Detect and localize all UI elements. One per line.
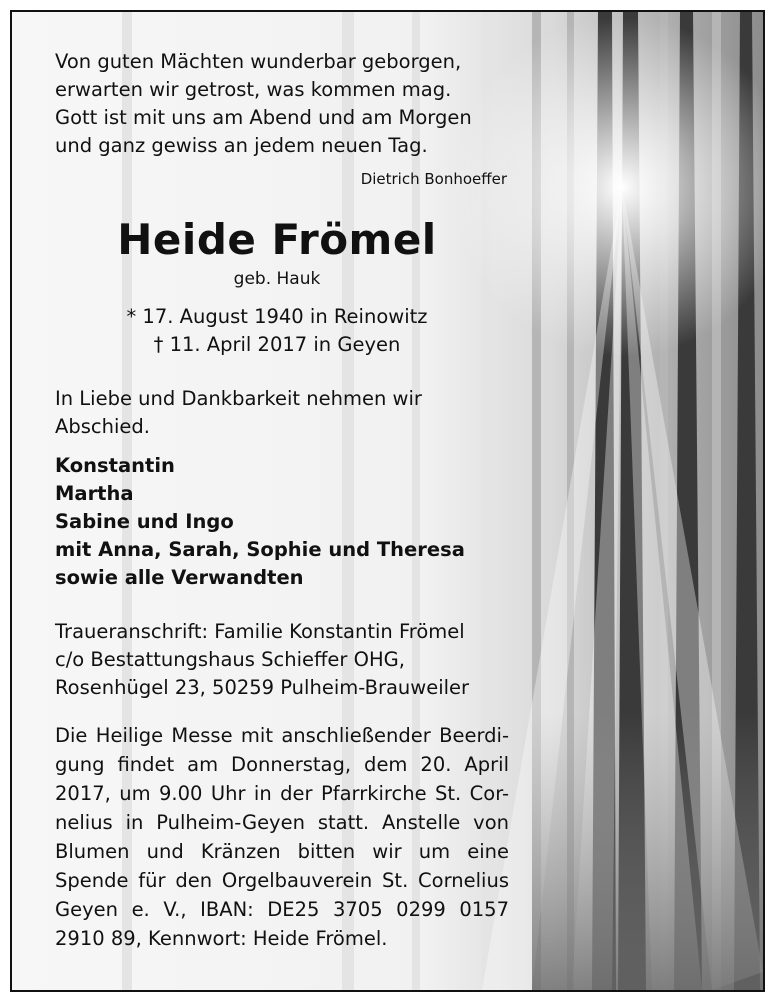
poem-line: erwarten wir getrost, was kommen mag.: [55, 78, 452, 101]
poem-line: Von guten Mächten wunderbar geborgen,: [55, 50, 462, 73]
poem-line: Gott ist mit uns am Abend und am Morgen: [55, 106, 472, 129]
birth-date: * 17. August 1940 in Reinowitz: [126, 305, 428, 328]
service-text-line: 2910 89, Kennwort: Heide Frömel.: [55, 927, 388, 950]
service-text-line: 2017, um 9.00 Uhr in der Pfarrkirche St. Cor-: [55, 782, 509, 805]
service-text-line: Die Heilige Messe mit anschließender Beerdi-: [55, 724, 509, 747]
maiden-name: geb. Hauk: [233, 269, 321, 289]
poem-author: Dietrich Bonhoeffer: [360, 170, 507, 188]
farewell-line: Abschied.: [55, 415, 150, 438]
mourner-name: mit Anna, Sarah, Sophie und Theresa: [55, 538, 465, 561]
service-text-line: Blumen und Kränzen bitten wir um eine: [55, 840, 509, 863]
mourner-name: Martha: [55, 482, 134, 505]
address-line: Rosenhügel 23, 50259 Pulheim-Brauweiler: [55, 676, 470, 699]
service-text-line: gung findet am Donnerstag, dem 20. April: [55, 753, 509, 776]
poem-line: und ganz gewiss an jedem neuen Tag.: [55, 134, 428, 157]
service-text-line: nelius in Pulheim-Geyen statt. Anstelle von: [55, 811, 509, 834]
obituary-notice: [10, 10, 765, 992]
farewell-line: In Liebe und Dankbarkeit nehmen wir: [55, 387, 422, 410]
address-line: c/o Bestattungshaus Schieffer OHG,: [55, 648, 405, 671]
deceased-name: Heide Frömel: [117, 215, 437, 264]
mourner-name: sowie alle Verwandten: [55, 566, 304, 589]
address-line: Traueranschrift: Familie Konstantin Frömel: [55, 620, 465, 643]
service-text-line: Geyen e. V., IBAN: DE25 3705 0299 0157: [55, 898, 509, 921]
mourner-name: Sabine und Ingo: [55, 510, 234, 533]
death-date: † 11. April 2017 in Geyen: [153, 333, 401, 356]
mourner-name: Konstantin: [55, 454, 175, 477]
service-text-line: Spende für den Orgelbauverein St. Cornelius: [55, 869, 509, 892]
